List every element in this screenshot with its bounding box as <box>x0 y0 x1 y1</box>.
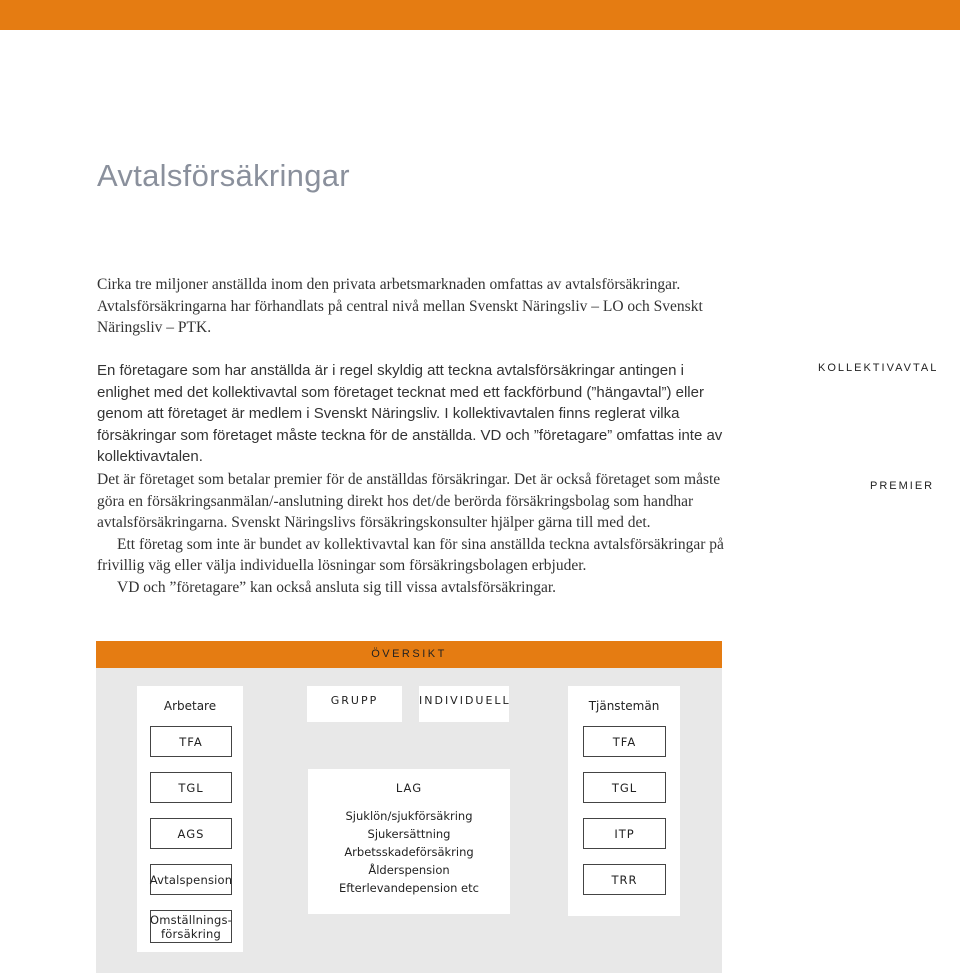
lag-item-sjuklon: Sjuklön/sjukförsäkring <box>345 809 473 823</box>
intro-paragraph: Cirka tre miljoner anställda inom den privata arbetsmarknaden omfattas av avtalsförsäkringar. Avtalsförsäkringarna har förhandlats på central nivå mellan Svenskt Näringsliv – LO och Svenskt Näringsliv – PTK. <box>97 276 703 336</box>
arbetare-title: Arbetare <box>163 699 217 713</box>
arbetare-item-ags: AGS <box>150 818 232 849</box>
lag-item-efterlevandepension: Efterlevandepension etc <box>339 881 479 895</box>
tjansteman-item-tgl: TGL <box>583 772 666 803</box>
lag-title: LAG <box>395 781 423 795</box>
grupp-label: GRUPP <box>330 694 379 707</box>
kollektivavtal-side-heading: KOLLEKTIVAVTAL <box>818 362 939 374</box>
premier-side-heading: PREMIER <box>870 480 935 492</box>
arbetare-item-avtalspension: Avtalspension <box>150 864 232 895</box>
arbetare-item-omstallningsforsakring: Omställnings- försäkring <box>150 910 232 943</box>
lag-item-sjukersattning: Sjukersättning <box>367 827 451 841</box>
premier-paragraph-3: VD och ”företagare” kan också ansluta sig till vissa avtalsförsäkringar. <box>117 578 557 596</box>
tjansteman-item-trr: TRR <box>583 864 666 895</box>
premier-paragraph-2: Ett företag som inte är bundet av kollektivavtal kan för sina anställda teckna avtalsförsäkringar på frivillig väg eller välja individuella lösningar som försäkringsbolagen erbjuder. <box>97 535 724 574</box>
lag-list <box>308 807 510 897</box>
kollektivavtal-paragraph: En företagare som har anställda är i regel skyldig att teckna avtalsförsäkringar antingen i enlighet med det kollektivavtal som företaget tecknat med ett fackförbund (”hängavtal”) eller genom att företaget är medlem i Svenskt Näringsliv. I kollektivavtalen finns reglerat vilka försäkringar som företaget måste teckna för de anställda. VD och ”företagare” omfattas inte av kollektivavtalen. <box>97 362 723 465</box>
arbetare-item-tgl: TGL <box>150 772 232 803</box>
tjansteman-title: Tjänstemän <box>588 699 660 713</box>
page-title: Avtalsförsäkringar <box>97 158 350 193</box>
lag-item-alderspension: Ålderspension <box>368 863 450 877</box>
lag-item-arbetsskadeforsakring: Arbetsskadeförsäkring <box>344 845 474 859</box>
premier-paragraph-1: Det är företaget som betalar premier för de anställdas försäkringar. Det är också företaget som måste göra en försäkringsanmälan/-anslutning direkt hos det/de berörda försäkringsbolag som handhar avtalsförsäkringarna. Svenskt Näringslivs försäkringskonsulter hjälper gärna till med det. <box>97 471 721 531</box>
individuell-label: INDIVIDUELL <box>419 694 511 707</box>
tjansteman-item-itp: ITP <box>583 818 666 849</box>
overview-header-label: ÖVERSIKT <box>371 648 447 660</box>
top-accent-bar <box>0 0 960 30</box>
tjansteman-item-tfa: TFA <box>583 726 666 757</box>
arbetare-item-tfa: TFA <box>150 726 232 757</box>
premier-section <box>97 469 737 598</box>
